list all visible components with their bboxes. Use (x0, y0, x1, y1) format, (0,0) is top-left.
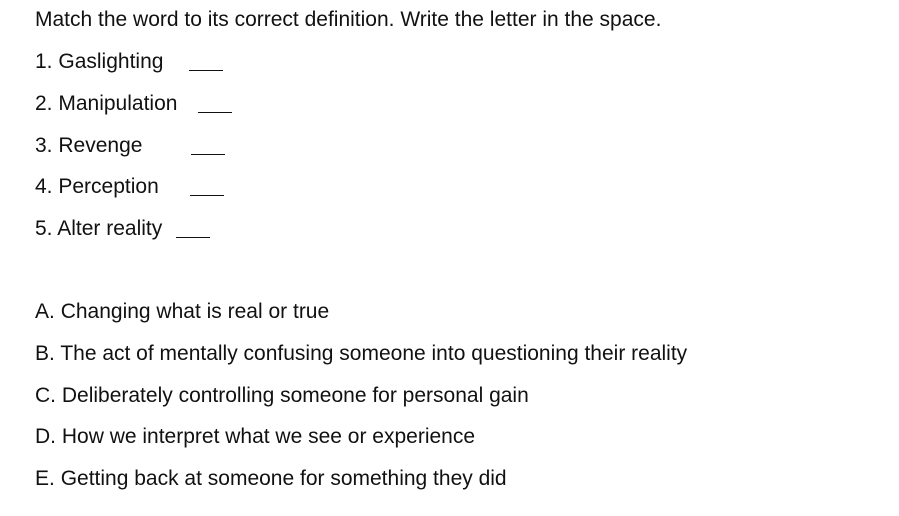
term-number: 5. (35, 217, 53, 240)
term-word: Perception (58, 175, 159, 198)
definition-letter: A. (35, 300, 55, 323)
term-item-4 (35, 174, 159, 200)
definition-item-b (35, 341, 687, 367)
term-word: Gaslighting (58, 50, 164, 73)
term-number: 2. (35, 92, 53, 115)
definition-text: How we interpret what we see or experience (61, 425, 476, 448)
definition-letter: D. (35, 425, 56, 448)
definition-item-d (35, 424, 475, 450)
term-item-2 (35, 91, 177, 117)
definition-text: Getting back at someone for something they did (60, 467, 507, 490)
answer-blank-4[interactable] (190, 195, 224, 196)
term-number: 3. (35, 134, 53, 157)
term-item-5 (35, 216, 162, 242)
term-number: 4. (35, 175, 53, 198)
definition-letter: E. (35, 467, 55, 490)
answer-blank-1[interactable] (189, 70, 223, 71)
definition-letter: B. (35, 342, 55, 365)
definition-text: The act of mentally confusing someone into questioning their reality (60, 342, 688, 365)
definition-text: Deliberately controlling someone for personal gain (61, 384, 529, 407)
definition-item-e (35, 466, 507, 492)
term-word: Manipulation (58, 92, 178, 115)
answer-blank-2[interactable] (198, 112, 232, 113)
term-word: Alter reality (57, 217, 163, 240)
definition-item-c (35, 383, 529, 409)
term-word: Revenge (58, 134, 143, 157)
definition-text: Changing what is real or true (60, 300, 330, 323)
definition-item-a (35, 299, 329, 325)
answer-blank-3[interactable] (191, 154, 225, 155)
term-number: 1. (35, 50, 53, 73)
definition-letter: C. (35, 384, 56, 407)
answer-blank-5[interactable] (176, 237, 210, 238)
term-item-3 (35, 133, 142, 159)
term-item-1 (35, 49, 163, 75)
instructions-text: Match the word to its correct definition. Write the letter in the space. (35, 8, 662, 31)
